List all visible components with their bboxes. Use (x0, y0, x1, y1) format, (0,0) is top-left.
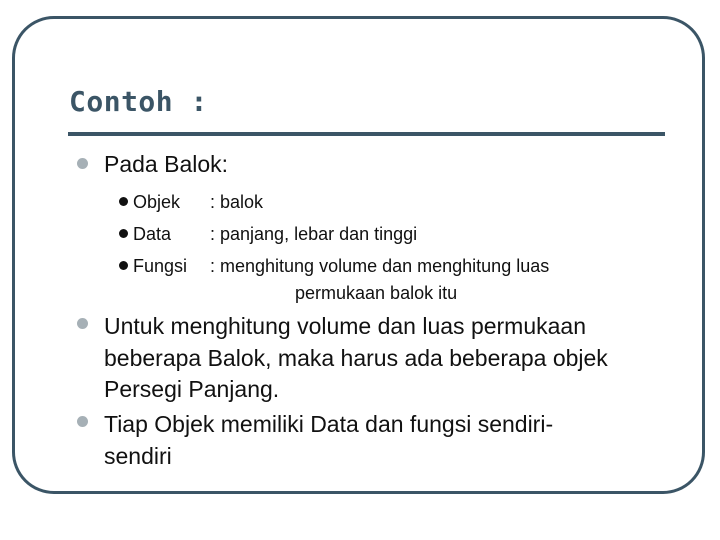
slide-title: Contoh : (69, 85, 208, 118)
bullet-dot (77, 158, 88, 169)
sub-bullet-dot (119, 229, 128, 238)
bullet-untuk-line-2: beberapa Balok, maka harus ada beberapa objek (104, 345, 608, 371)
sub-bullet-objek-text: : balok (210, 192, 264, 212)
sub-bullet-data-label: Data (133, 224, 172, 244)
bullet-tiap-line-2: sendiri (104, 443, 172, 469)
sub-bullet-fungsi-continuation: permukaan balok itu (295, 283, 458, 303)
bullet-dot (77, 318, 88, 329)
sub-bullet-dot (119, 261, 128, 270)
bullet-untuk-line-1: Untuk menghitung volume dan luas permukaan (104, 313, 587, 339)
sub-bullet-objek-label: Objek (133, 192, 181, 212)
bullet-pada-balok: Pada Balok: (104, 151, 229, 177)
sub-bullet-fungsi-label: Fungsi (133, 256, 188, 276)
bullet-untuk-line-3: Persegi Panjang. (104, 376, 280, 402)
bullet-dot (77, 416, 88, 427)
sub-bullet-dot (119, 197, 128, 206)
title-underline (68, 132, 665, 136)
bullet-tiap-line-1: Tiap Objek memiliki Data dan fungsi sendiri- (104, 411, 554, 437)
sub-bullet-data-text: : panjang, lebar dan tinggi (210, 224, 418, 244)
sub-bullet-fungsi-text: : menghitung volume dan menghitung luas (210, 256, 550, 276)
